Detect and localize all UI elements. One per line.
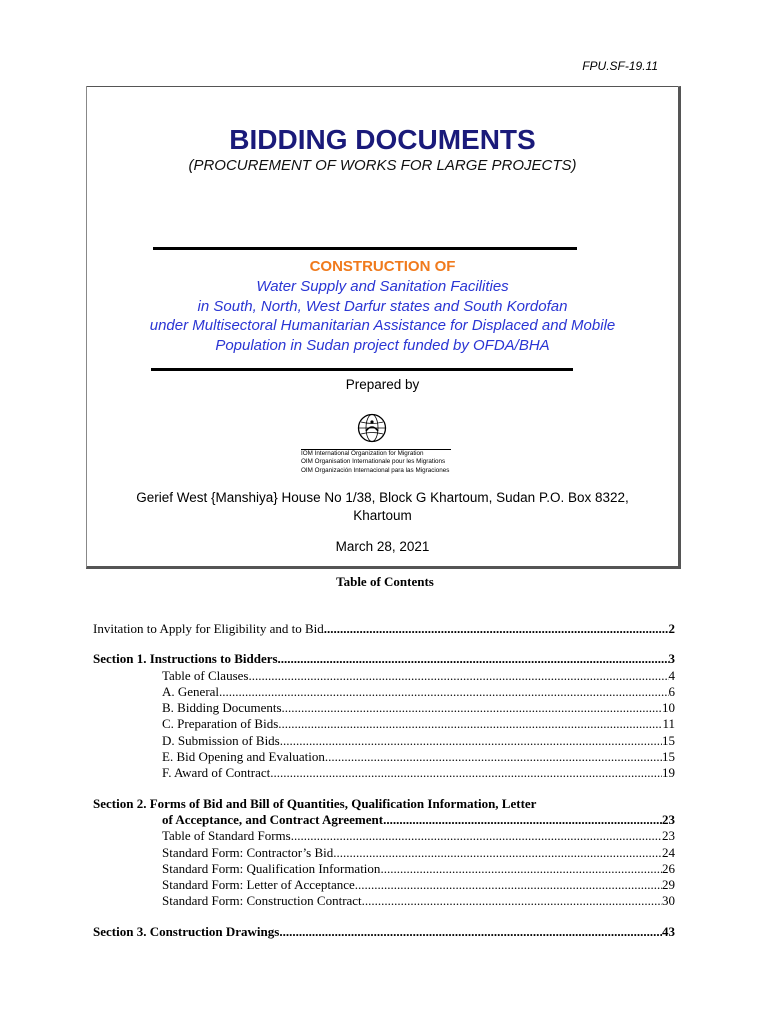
toc-entry-invitation[interactable]: Invitation to Apply for Eligibility and to Bid ..... 2 bbox=[93, 621, 675, 637]
cover-box bbox=[86, 86, 681, 569]
address-line: Gerief West {Manshiya} House No 1/38, Block G Khartoum, Sudan P.O. Box 8322, bbox=[136, 490, 629, 505]
iom-logo bbox=[297, 413, 457, 483]
iom-globe-icon bbox=[357, 413, 387, 443]
toc-title: Table of Contents bbox=[336, 574, 434, 589]
prepared-by-label: Prepared by bbox=[345, 377, 420, 392]
table-of-contents bbox=[93, 621, 675, 940]
toc-entry[interactable]: E. Bid Opening and Evaluation ..... 15 bbox=[93, 749, 675, 765]
project-description bbox=[67, 277, 698, 355]
toc-entry-section-3[interactable]: Section 3. Construction Drawings ..... 43 bbox=[93, 924, 675, 940]
toc-entry[interactable]: Standard Form: Construction Contract ..... 30 bbox=[93, 893, 675, 909]
toc-entry[interactable]: Table of Standard Forms ..... 23 bbox=[93, 828, 675, 844]
toc-entry[interactable]: Table of Clauses ..... 4 bbox=[93, 668, 675, 684]
toc-entry[interactable]: C. Preparation of Bids ..... 11 bbox=[93, 716, 675, 732]
document-title: BIDDING DOCUMENTS bbox=[229, 124, 536, 155]
toc-entry[interactable]: B. Bidding Documents ..... 10 bbox=[93, 700, 675, 716]
divider-rule-bottom bbox=[151, 368, 573, 371]
address bbox=[87, 489, 678, 525]
toc-entry-section-2-line1[interactable]: Section 2. Forms of Bid and Bill of Quantities, Qualification Information, Letter bbox=[93, 795, 537, 811]
logo-line: OIM Organisation Internationale pour les Migrations bbox=[301, 458, 446, 466]
document-subtitle: (PROCUREMENT OF WORKS FOR LARGE PROJECTS) bbox=[188, 157, 577, 174]
project-line: Population in Sudan project funded by OFDA/BHA bbox=[215, 336, 550, 354]
toc-entry[interactable]: Standard Form: Letter of Acceptance ..... 29 bbox=[93, 877, 675, 893]
toc-entry[interactable]: D. Submission of Bids ..... 15 bbox=[93, 733, 675, 749]
project-line: in South, North, West Darfur states and South Kordofan bbox=[197, 297, 568, 315]
logo-text bbox=[301, 450, 449, 475]
toc-entry[interactable]: Standard Form: Qualification Information ..... 26 bbox=[93, 861, 675, 877]
construction-heading: CONSTRUCTION OF bbox=[309, 258, 456, 275]
document-reference: FPU.SF-19.11 bbox=[582, 59, 658, 73]
toc-entry[interactable]: A. General ..... 6 bbox=[93, 684, 675, 700]
toc-entry[interactable]: F. Award of Contract ..... 19 bbox=[93, 765, 675, 781]
toc-entry[interactable]: Standard Form: Contractor’s Bid ..... 24 bbox=[93, 845, 675, 861]
cover-top-border bbox=[87, 86, 678, 87]
project-line: Water Supply and Sanitation Facilities bbox=[256, 278, 509, 295]
document-date: March 28, 2021 bbox=[335, 539, 430, 554]
project-line: under Multisectoral Humanitarian Assistance for Displaced and Mobile bbox=[149, 317, 616, 334]
divider-rule-top bbox=[153, 247, 577, 250]
toc-entry-section-1[interactable]: Section 1. Instructions to Bidders ..... 3 bbox=[93, 651, 675, 667]
toc-entry-section-2[interactable]: of Acceptance, and Contract Agreement ..... 23 bbox=[93, 812, 675, 828]
logo-line: IOM International Organization for Migration bbox=[301, 450, 424, 457]
logo-line: OIM Organización Internacional para las Migraciones bbox=[301, 466, 450, 474]
address-line: Khartoum bbox=[353, 508, 412, 523]
